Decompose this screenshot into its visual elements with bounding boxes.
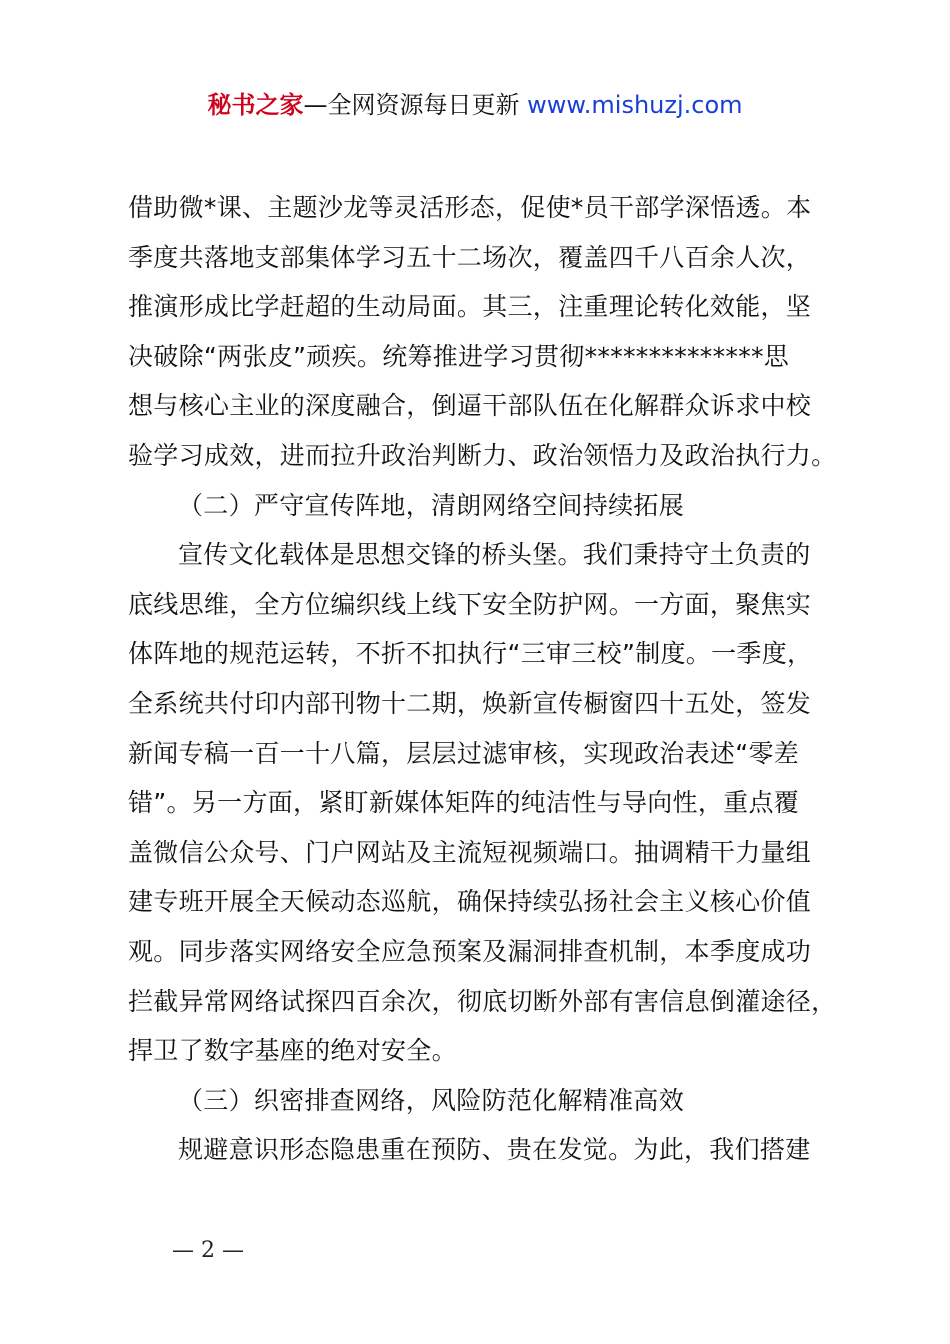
text-line: 底线思维，全方位编织线上线下安全防护网。一方面，聚焦实 <box>128 589 812 619</box>
text-line: 全系统共付印内部刊物十二期，焕新宣传橱窗四十五处，签发 <box>128 688 812 718</box>
text-line: 盖微信公众号、门户网站及主流短视频端口。抽调精干力量组 <box>128 837 812 867</box>
header-tagline: —全网资源每日更新 <box>303 91 528 119</box>
brand-name: 秘书之家 <box>207 91 304 119</box>
section-heading-2: （二）严守宣传阵地，清朗网络空间持续拓展 <box>178 490 685 520</box>
text-line: 想与核心主业的深度融合，倒逼干部队伍在化解群众诉求中校 <box>128 391 812 421</box>
site-header <box>0 88 950 122</box>
text-line: 决破除“两张皮”顽疾。统筹推进学习贯彻**************思 <box>128 341 790 371</box>
text-line: 观。同步落实网络安全应急预案及漏洞排查机制，本季度成功 <box>128 936 812 966</box>
text-line: 体阵地的规范运转，不折不扣执行“三审三校”制度。一季度， <box>128 639 813 669</box>
site-url-link[interactable]: www.mishuzj.com <box>527 91 743 119</box>
text-line: 新闻专稿一百一十八篇，层层过滤审核，实现政治表述“零差 <box>128 738 800 768</box>
paragraph-start: 宣传文化载体是思想交锋的桥头堡。我们秉持守土负责的 <box>178 540 811 570</box>
text-line: 验学习成效，进而拉升政治判断力、政治领悟力及政治执行力。 <box>128 440 837 470</box>
paragraph-start: 规避意识形态隐患重在预防、贵在发觉。为此，我们搭建 <box>178 1135 811 1165</box>
document-body <box>128 183 852 1175</box>
text-line: 错”。另一方面，紧盯新媒体矩阵的纯洁性与导向性，重点覆 <box>128 788 800 818</box>
text-line: 借助微*课、主题沙龙等灵活形态，促使*员干部学深悟透。本 <box>128 193 812 222</box>
text-line: 建专班开展全天候动态巡航，确保持续弘扬社会主义核心价值 <box>128 887 812 917</box>
text-line: 捍卫了数字基座的绝对安全。 <box>128 1036 457 1066</box>
section-heading-3: （三）织密排查网络，风险防范化解精准高效 <box>178 1085 685 1115</box>
text-line: 季度共落地支部集体学习五十二场次，覆盖四千八百余人次， <box>128 242 812 272</box>
text-line: 推演形成比学赶超的生动局面。其三，注重理论转化效能，坚 <box>128 292 812 322</box>
text-line: 拦截异常网络试探四百余次，彻底切断外部有害信息倒灌途径， <box>128 986 837 1016</box>
page-number: — 2 — <box>172 1238 244 1263</box>
